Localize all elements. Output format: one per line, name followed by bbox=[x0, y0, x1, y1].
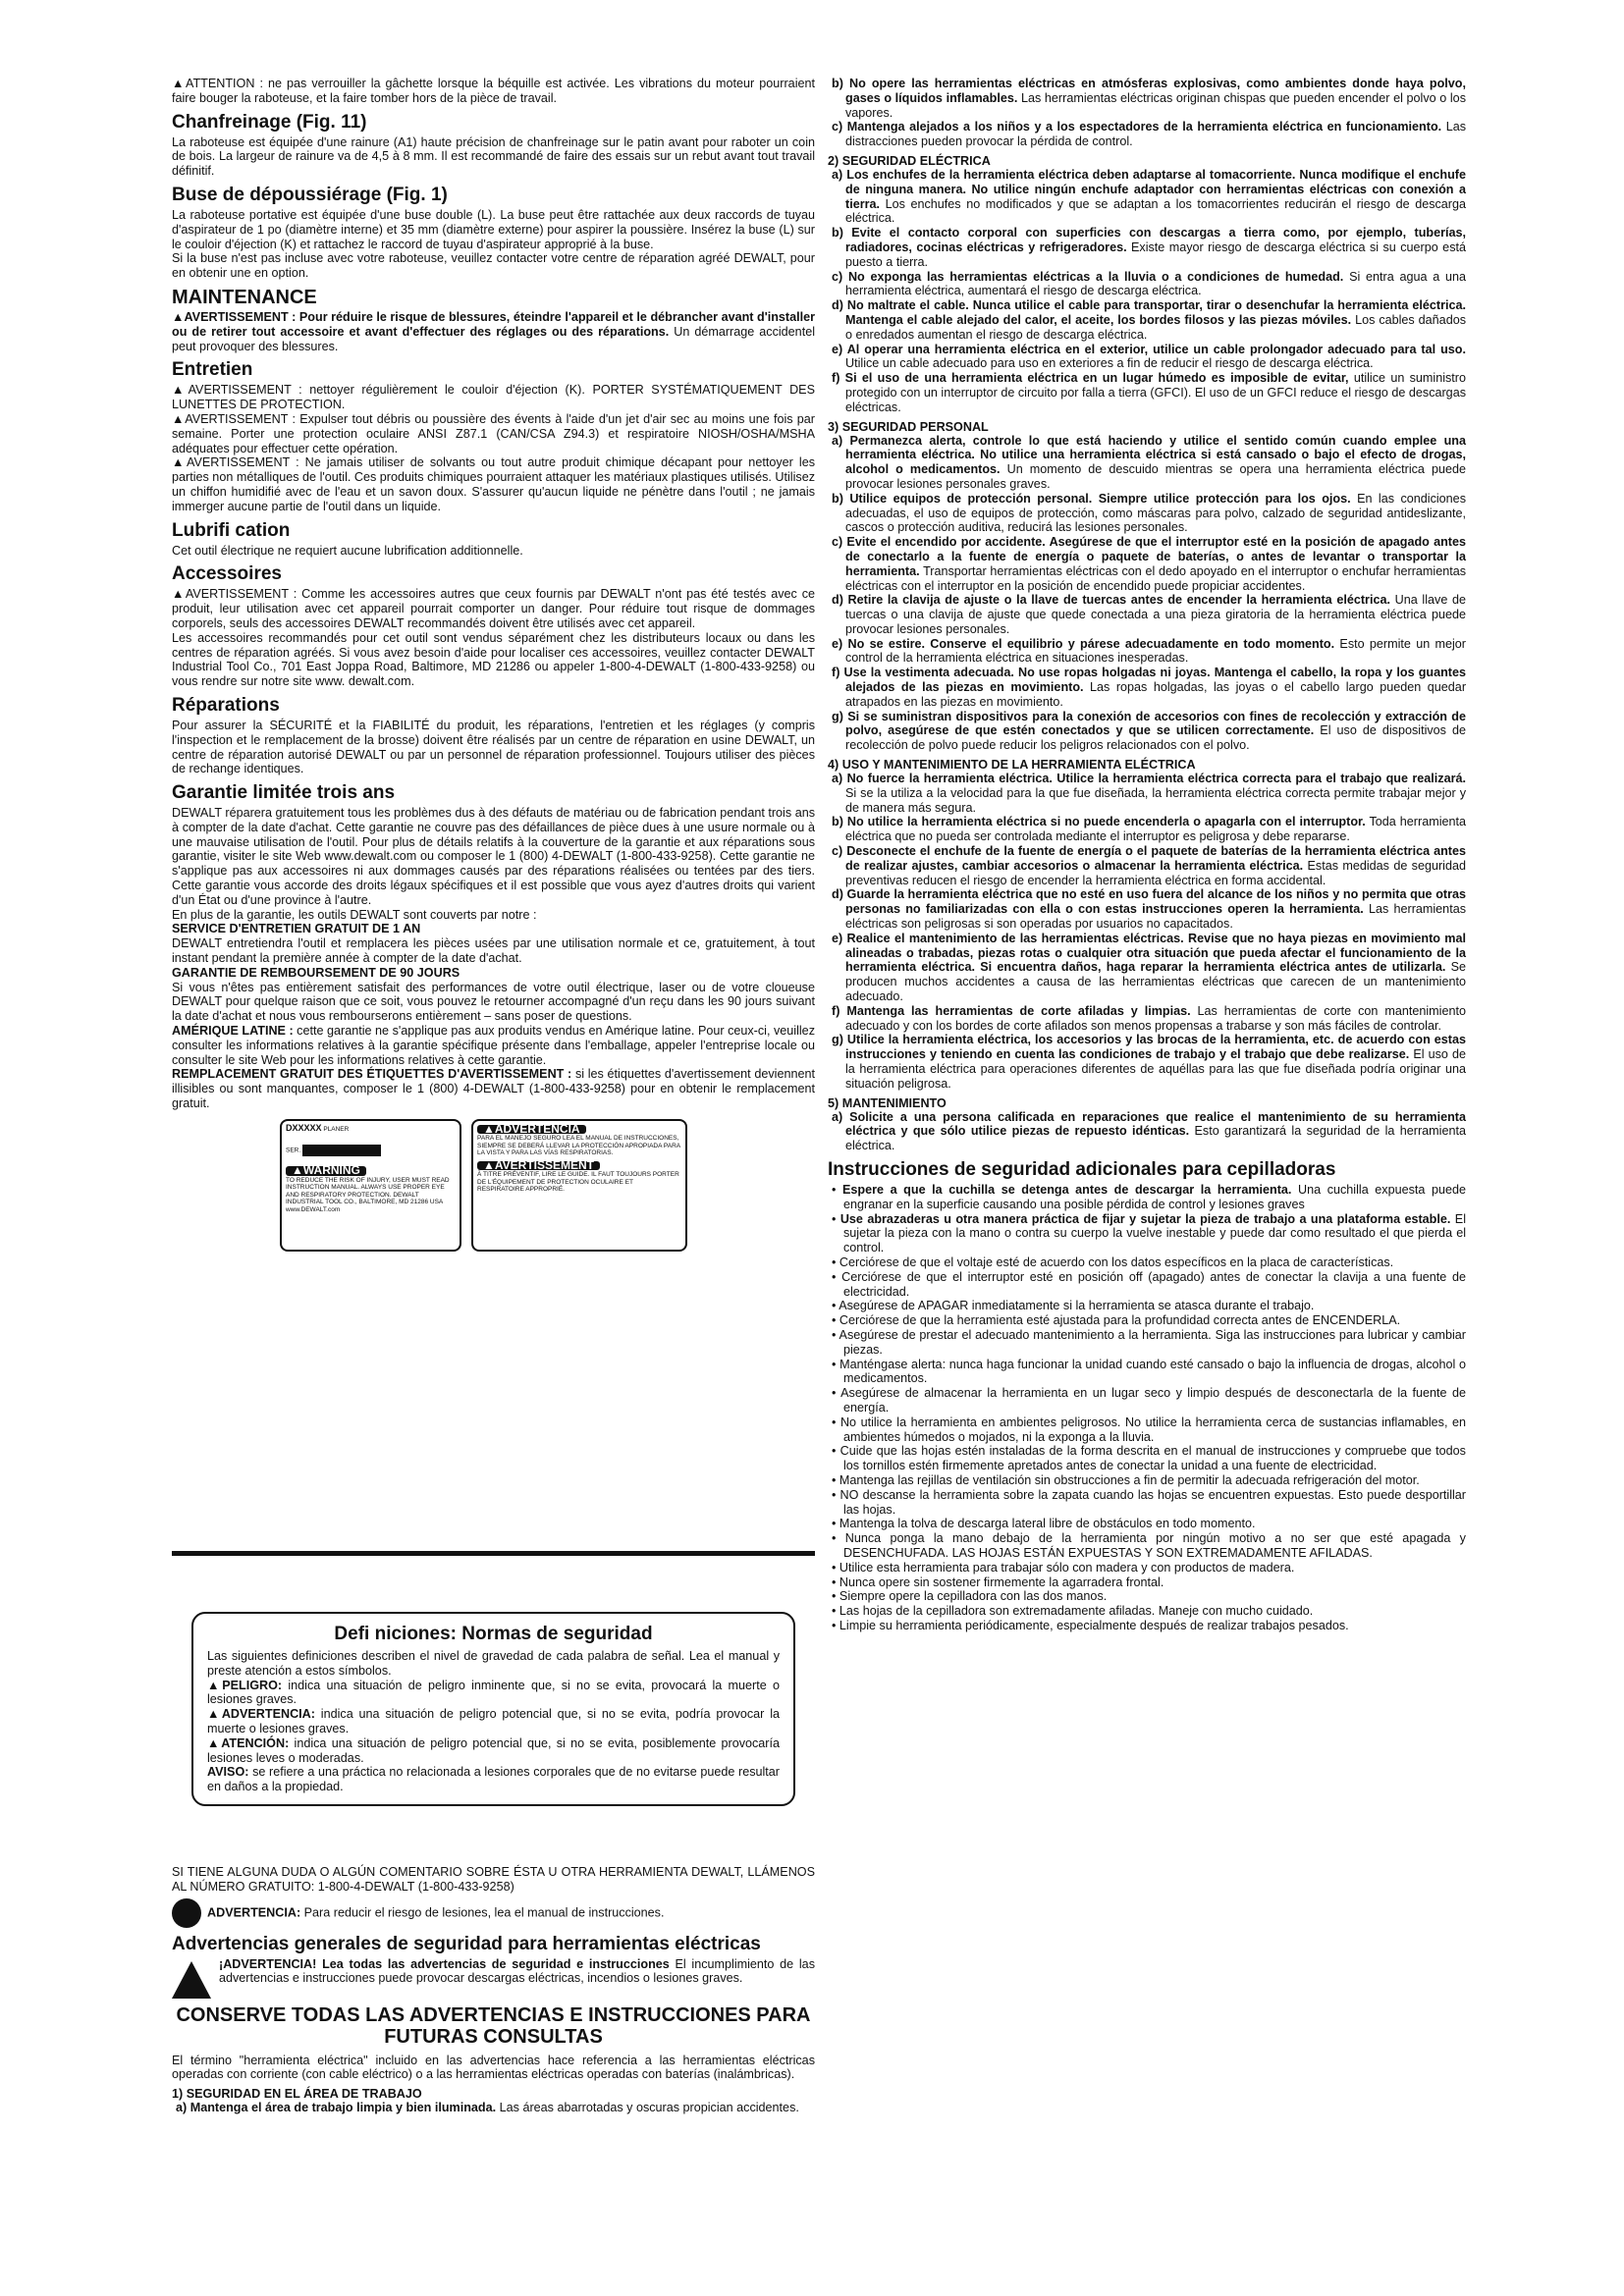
s2e-item: e) Al operar una herramienta eléctrica en el exterior, utilice un cable prolongador adecuado para tal uso. Utilice un cable adecuado para uso en exteriores a fin de reducir el riesgo de descarga eléctrica. bbox=[832, 342, 1466, 371]
serial-barcode bbox=[302, 1145, 381, 1156]
label-warning-english: DXXXXX PLANER SER. ▲WARNING TO REDUCE THE RISK OF INJURY, USER MUST READ INSTRUCTION MANUAL. ALWAYS USE PROPER EYE AND RESPIRATORY PROTECTION. DEWALT INDUSTRIAL TOOL CO., BALTIMORE, MD 21286 USA www.DEWALT.com bbox=[280, 1119, 461, 1252]
bullet-item: • Nunca opere sin sostener firmemente la agarradera frontal. bbox=[832, 1575, 1164, 1589]
heading-reparations: Réparations bbox=[172, 694, 280, 716]
section-divider bbox=[172, 1551, 815, 1556]
def-advertencia: ▲ADVERTENCIA: indica una situación de peligro potencial que, si no se evita, podría provocar la muerte o lesiones graves. bbox=[207, 1707, 781, 1735]
warning-icon: ▲ bbox=[172, 77, 186, 90]
s2f-item: f) Si el uso de una herramienta eléctrica en un lugar húmedo es imposible de evitar, utilice un suministro protegido con un interruptor de circuito por falla a tierra (GFCI). El uso de un GFCI reduce el riesgo de descargas eléctricas. bbox=[832, 371, 1467, 414]
warning-icon: ▲ bbox=[483, 1121, 495, 1136]
termino-paragraph: El término "herramienta eléctrica" incluido en las advertencias hace referencia a las herramientas eléctricas operadas con corriente (con cable eléctrico) o a las herramientas eléctricas operadas con baterías (inalámbricas). bbox=[172, 2053, 815, 2082]
s3a-item: a) Permanezca alerta, controle lo que está haciendo y utilice el sentido común cuando emplee una herramienta eléctrica. No utilice una herramienta eléctrica si está cansado o bajo el efecto de drogas, alcohol o medicamentos. Un momento de descuido mientras se opera una herramienta eléctrica puede provocar lesiones personales graves. bbox=[832, 433, 1466, 491]
bullet-item: • Asegúrese de APAGAR inmediatamente si la herramienta se atasca durante el trabajo. bbox=[832, 1299, 1315, 1313]
warning-icon: ▲ bbox=[172, 383, 189, 398]
bullet-item: • Las hojas de la cepilladora son extremadamente afiladas. Maneje con mucho cuidado. bbox=[832, 1604, 1314, 1619]
entretien-paragraph-2: ▲AVERTISSEMENT : Expulser tout débris ou poussière des évents à l'aide d'un jet d'air sec au moins une fois par semaine. Porter une protection oculaire ANSI Z87.1 (CAN/CSA Z94.3) et respiratoire NIOSH/OSHA/MSHA adéquates pour effectuer cette opération. bbox=[172, 411, 816, 455]
rembours-paragraph: Si vous n'êtes pas entièrement satisfait des performances de votre outil électrique, laser ou de votre cloueuse DEWALT pour quelque raison que ce soit, vous pouvez le retourner accompagné d'un reçu dans les 90 jours suivant la date d'achat et nous vous rembourserons entièrement – sans poser de questions. bbox=[172, 980, 815, 1024]
chanfreinage-paragraph: La raboteuse est équipée d'une rainure (A1) haute précision de chanfreinage sur le patin avant pour raboter un coin de bois. La largeur de rainure va de 4,5 à 8 mm. Il est recommandé de faire des essais sur un rebut avant tout travail définitif. bbox=[172, 134, 815, 179]
buse-paragraph-1: La raboteuse portative est équipée d'une buse double (L). La buse peut être rattachée aux deux raccords de tuyau d'aspirateur de 1 po (diamètre interne) et 35 mm (diamètre externe) pour aspirer la poussière. Insérez la buse (L) sur le couloir d'éjection (K) et rattachez le raccord de tuyau d'aspirateur approprié à la buse. bbox=[172, 207, 815, 251]
s3e-item: e) No se estire. Conserve el equilibrio y párese adecuadamente en todo momento. Esto permite un mejor control de la herramienta eléctrica en situaciones inesperadas. bbox=[832, 636, 1466, 666]
warning-icon: ▲ bbox=[172, 309, 185, 324]
bullet-item: • Nunca ponga la mano debajo de la herramienta por ningún motivo a no ser que esté apagada y DESENCHUFADA. LAS HOJAS ESTÁN EXPUESTAS Y SON EXTREMADAMENTE AFILADAS. bbox=[832, 1531, 1466, 1560]
section-3-heading: 3) SEGURIDAD PERSONAL bbox=[828, 419, 989, 434]
remplacement-paragraph: REMPLACEMENT GRATUIT DES ÉTIQUETTES D'AVERTISSEMENT : si les étiquettes d'avertissement deviennent illisibles ou sont manquantes, composer le 1 (800) 4-DEWALT (1-800-433-9258) pour en obtenir le remplacement gratuit. bbox=[172, 1067, 815, 1111]
heading-accessoires: Accessoires bbox=[172, 563, 282, 585]
s2b-item: b) Evite el contacto corporal con superficies con descargas a tierra como, por ejemplo, tuberías, radiadores, cocinas eléctricas y refrigeradores. Existe mayor riesgo de descarga eléctrica si su cuerpo está puesto a tierra. bbox=[832, 226, 1466, 269]
s4a-item: a) No fuerce la herramienta eléctrica. Utilice la herramienta eléctrica correcta para el trabajo que realizará. Si se la utiliza a la velocidad para la que fue diseñada, la herramienta eléctrica correcta permite trabajar mejor y de manera más segura. bbox=[832, 772, 1466, 815]
s4g-item: g) Utilice la herramienta eléctrica, los accesorios y las brocas de la herramienta, etc. de acuerdo con estas instrucciones y teniendo en cuenta las condiciones de trabajo y el trabajo que debe realizarse. El uso de la herramienta eléctrica para operaciones diferentes de aquéllas para las que fue diseñada podría originar una situación peligrosa. bbox=[832, 1033, 1466, 1091]
s1b-item: b) No opere las herramientas eléctricas en atmósferas explosivas, como ambientes donde haya polvo, gases o líquidos inflamables. Las herramientas eléctricas originan chispas que pueden encender el polvo o los vapores. bbox=[832, 77, 1466, 120]
warning-icon: ▲ bbox=[207, 1707, 222, 1722]
s4c-item: c) Desconecte el enchufe de la fuente de energía o el paquete de baterías de la herramienta eléctrica antes de realizar ajustes, cambiar accesorios o almacenar la herramienta eléctrica. Estas medidas de seguridad preventivas reducen el riesgo de encender la herramienta eléctrica en forma accidental. bbox=[832, 844, 1466, 887]
lower-left-section bbox=[172, 1865, 815, 2115]
s5a-item: a) Solicite a una persona calificada en reparaciones que realice el mantenimiento de su herramienta eléctrica y que sólo utilice piezas de repuesto idénticas. Esto garantizará la seguridad de la herramienta eléctrica. bbox=[832, 1109, 1466, 1153]
garantie-paragraph-1: DEWALT réparera gratuitement tous les problèmes dus à des défauts de matériau ou de fabrication pendant trois ans à compter de la date d'achat. Cette garantie ne couvre pas des défaillances de pièce dues à une usure normale ou à une mauvaise utilisation de l'outil. Pour plus de détails relatifs à la couverture de la garantie et aux réparations sous garantie, visiter le site Web www.dewalt.com ou composer le 1 (800) 4-DEWALT (1-800-433-9258). Cette garantie ne s'applique pas aux accessoires ni aux dommages causés par des réparations réalisées ou tentées par des tiers. Cette garantie vous accorde des droits légaux spécifiques et il est possible que vous ayez d'autres droits qui varient d'un État ou d'une province à l'autre. bbox=[172, 806, 815, 907]
attention-paragraph: ▲ATTENTION : ne pas verrouiller la gâchette lorsque la béquille est activée. Les vibrations du moteur pourraient faire bouger la raboteuse, et la faire tomber hors de la pièce de travail. bbox=[172, 77, 815, 105]
advertencia-lea-block: ¡ADVERTENCIA! Lea todas las advertencias de seguridad e instrucciones El incumplimiento de las advertencias e instrucciones puede provocar descargas eléctricas, incendios o lesiones graves. bbox=[172, 1957, 815, 1999]
bullet-item: • Mantenga las rejillas de ventilación sin obstrucciones a fin de permitir la adecuada refrigeración del motor. bbox=[832, 1472, 1420, 1487]
bullet-item: • NO descanse la herramienta sobre la zapata cuando las hojas se encuentren expuestas. Esto puede desportillar las hojas. bbox=[832, 1487, 1466, 1517]
label-warning-spanish-french: ▲ADVERTENCIA PARA EL MANEJO SEGURO LEA EL MANUAL DE INSTRUCCIONES, SIEMPRE SE DEBERÁ LLEVAR LA PROTECCIÓN APROPIADA PARA LA VISTA Y PARA LAS VÍAS RESPIRATORIAS. ▲AVERTISSEMENT À TITRE PRÉVENTIF, LIRE LE GUIDE. IL FAUT TOUJOURS PORTER DE L'ÉQUIPEMENT DE PROTECTION OCULAIRE ET RESPIRATOIRE APPROPRIÉ. bbox=[471, 1119, 687, 1252]
bullet-item: • No utilice la herramienta en ambientes peligrosos. No utilice la herramienta cerca de sustancias inflamables, en ambientes húmedos o mojados, ni la exponga a la lluvia. bbox=[832, 1415, 1466, 1444]
s1a-item: a) Mantenga el área de trabajo limpia y bien iluminada. Las áreas abarrotadas y oscuras propician accidentes. bbox=[176, 2101, 799, 2115]
rembours-heading: GARANTIE DE REMBOURSEMENT DE 90 JOURS bbox=[172, 965, 460, 980]
heading-maintenance: MAINTENANCE bbox=[172, 286, 317, 308]
entretien-paragraph-3: ▲AVERTISSEMENT : Ne jamais utiliser de solvants ou tout autre produit chimique décapant pour nettoyer les parties non métalliques de l'outil. Ces produits chimiques pourraient attaquer les matériaux plastiques utilisés. Utilisez un chiffon humidifié avec de l'eau et un savon doux. S'assurer qu'aucun liquide ne pénètre dans l'outil ; ne jamais immerger aucune partie de l'outil dans un liquide. bbox=[172, 455, 815, 513]
bullet-item: • Manténgase alerta: nunca haga funcionar la unidad cuando esté cansado o bajo la influencia de drogas, alcohol o medicamentos. bbox=[832, 1357, 1466, 1386]
warning-labels-figure bbox=[172, 1119, 815, 1266]
bullet-item: • Cerciórese de que el interruptor esté en posición off (apagado) antes de conectar la clavija a una fuente de electricidad. bbox=[832, 1269, 1466, 1299]
section-4-heading: 4) USO Y MANTENIMIENTO DE LA HERRAMIENTA ELÉCTRICA bbox=[828, 758, 1196, 773]
s1c-item: c) Mantenga alejados a los niños y a los espectadores de la herramienta eléctrica en funcionamiento. Las distracciones pueden provocar la pérdida de control. bbox=[832, 120, 1466, 149]
garantie-paragraph-2: En plus de la garantie, les outils DEWALT sont couverts par notre : bbox=[172, 907, 537, 922]
heading-advertencias-generales: Advertencias generales de seguridad para herramientas eléctricas bbox=[172, 1933, 761, 1954]
section-2-heading: 2) SEGURIDAD ELÉCTRICA bbox=[828, 153, 991, 168]
bullet-item: • Siempre opere la cepilladora con las dos manos. bbox=[832, 1589, 1108, 1604]
s2d-item: d) No maltrate el cable. Nunca utilice el cable para transportar, tirar o desenchufar la herramienta eléctrica. Mantenga el cable alejado del calor, el aceite, los bordes filosos y las piezas móviles. Los cables dañados o enredados aumentan el riesgo de descarga eléctrica. bbox=[832, 298, 1466, 342]
heading-cepilladoras: Instrucciones de seguridad adicionales para cepilladoras bbox=[828, 1158, 1336, 1180]
warning-icon: ▲ bbox=[172, 455, 188, 470]
entretien-paragraph-1: ▲AVERTISSEMENT : nettoyer régulièrement le couloir d'éjection (K). PORTER SYSTÉMATIQUEMENT DES LUNETTES DE PROTECTION. bbox=[172, 383, 815, 412]
service-paragraph: DEWALT entretiendra l'outil et remplacera les pièces usées par une utilisation normale et ce, gratuitement, à tout instant pendant la première année à compter de la date d'achat. bbox=[172, 936, 815, 966]
warning-triangle-icon bbox=[172, 1961, 211, 1999]
bullet-item: • Mantenga la tolva de descarga lateral libre de obstáculos en todo momento. bbox=[832, 1517, 1256, 1531]
lubrification-paragraph: Cet outil électrique ne requiert aucune lubrification additionnelle. bbox=[172, 543, 523, 558]
duda-paragraph: SI TIENE ALGUNA DUDA O ALGÚN COMENTARIO SOBRE ÉSTA U OTRA HERRAMIENTA DEWALT, LLÁMENOS AL NÚMERO GRATUITO: 1-800-4-DEWALT (1-800-433-9258) bbox=[172, 1865, 815, 1894]
bullet-item: • Use abrazaderas u otra manera práctica de fijar y sujetar la pieza de trabajo a una plataforma estable. El sujetar la pieza con la mano o contra su cuerpo la vuelve inestable y puede dar como resultado el que pierda el control. bbox=[832, 1211, 1466, 1255]
definitions-title: Defi niciones: Normas de seguridad bbox=[334, 1624, 653, 1644]
definitions-box bbox=[191, 1612, 795, 1806]
def-aviso: AVISO: se refiere a una práctica no relacionada a lesiones corporales que de no evitarse puede resultar en daños a la propiedad. bbox=[207, 1765, 780, 1794]
avertissement-tag: ▲AVERTISSEMENT bbox=[477, 1161, 600, 1171]
warning-icon: ▲ bbox=[207, 1678, 223, 1692]
bullet-item: • Limpie su herramienta periódicamente, especialmente después de realizar trabajos pesados. bbox=[832, 1618, 1349, 1632]
buse-paragraph-2: Si la buse n'est pas incluse avec votre raboteuse, veuillez contacter votre centre de réparation agréé DEWALT, pour en obtenir une en option. bbox=[172, 251, 815, 281]
right-column bbox=[828, 77, 1466, 1633]
s3g-item: g) Si se suministran dispositivos para la conexión de accesorios con fines de recolección y extracción de polvo, asegúrese de que estén conectados y que se utilicen correctamente. El uso de dispositivos de recolección de polvo puede reducir los peligros relacionados con el polvo. bbox=[832, 709, 1466, 753]
section-1-heading: 1) SEGURIDAD EN EL ÁREA DE TRABAJO bbox=[172, 2087, 422, 2102]
conserve-heading: CONSERVE TODAS LAS ADVERTENCIAS E INSTRUCCIONES PARA FUTURAS CONSULTAS bbox=[176, 2003, 811, 2048]
s4f-item: f) Mantenga las herramientas de corte afiladas y limpias. Las herramientas de corte con mantenimiento adecuado y con los bordes de corte afilados son menos propensas a trabarse y son más fáciles de controlar. bbox=[832, 1003, 1466, 1033]
heading-entretien: Entretien bbox=[172, 359, 253, 381]
s3d-item: d) Retire la clavija de ajuste o la llave de tuercas antes de encender la herramienta eléctrica. Una llave de tuercas o una clavija de ajuste que quede conectada a una pieza giratoria de la herramienta eléctrica puede provocar lesiones personales. bbox=[832, 593, 1466, 636]
section-5-heading: 5) MANTENIMIENTO bbox=[828, 1095, 947, 1110]
accessoires-paragraph-2: Les accessoires recommandés pour cet outil sont vendus séparément chez les distributeurs locaux ou dans les centres de réparation agréés. Si vous avez besoin d'aide pour localiser ces accessoires, veuillez contacter DEWALT Industrial Tool Co., 701 East Joppa Road, Baltimore, MD 21286 ou appeler 1-800-4-DEWALT (1-800-433-9258) ou vous rendre sur notre site www. dewalt.com. bbox=[172, 630, 815, 689]
heading-chanfreinage: Chanfreinage (Fig. 11) bbox=[172, 111, 367, 133]
warning-icon: ▲ bbox=[292, 1163, 303, 1178]
s4e-item: e) Realice el mantenimiento de las herramientas eléctricas. Revise que no haya piezas en movimiento mal alineadas o trabadas, piezas rotas o cualquier otra situación que pueda afectar el funcionamiento de la herramienta eléctrica. Si encuentra daños, haga reparar la herramienta eléctrica antes de utilizarla. Se producen muchos accidentes a causa de las herramientas eléctricas que carecen de un mantenimiento adecuado. bbox=[832, 931, 1467, 1004]
s3f-item: f) Use la vestimenta adecuada. No use ropas holgadas ni joyas. Mantenga el cabello, la ropa y los guantes alejados de las piezas en movimiento. Las ropas holgadas, las joyas o el cabello largo pueden quedar atrapados en las piezas en movimiento. bbox=[832, 666, 1467, 709]
advertencia-tag: ▲ADVERTENCIA bbox=[477, 1125, 586, 1135]
bullet-item: • Asegúrese de almacenar la herramienta en un lugar seco y limpio después de desconectarla de la fuente de energía. bbox=[832, 1386, 1466, 1415]
definitions-intro: Las siguientes definiciones describen el nivel de gravedad de cada palabra de señal. Lea el manual y preste atención a estos símbolos. bbox=[207, 1649, 780, 1678]
def-atencion: ▲ATENCIÓN: indica una situación de peligro potencial que, si no se evita, posiblemente provocaría lesiones leves o moderadas. bbox=[207, 1735, 780, 1765]
amerique-paragraph: AMÉRIQUE LATINE : cette garantie ne s'applique pas aux produits vendus en Amérique latine. Pour ceux-ci, veuillez consulter les informations relatives à la garantie spécifique présente dans l'emballage, appeler l'entreprise locale ou consulter le site Web pour les informations relatives à cette garantie. bbox=[172, 1024, 815, 1067]
bullet-item: • Cerciórese de que la herramienta esté ajustada para la profundidad correcta antes de ENCENDERLA. bbox=[832, 1313, 1401, 1328]
s3b-item: b) Utilice equipos de protección personal. Siempre utilice protección para los ojos. En las condiciones adecuadas, el uso de equipos de protección, como máscaras para polvo, calzado de seguridad antideslizante, cascos o protección auditiva, reducirá las lesiones personales. bbox=[832, 491, 1466, 535]
bullet-item: • Utilice esta herramienta para trabajar sólo con madera y con productos de madera. bbox=[832, 1560, 1295, 1575]
left-column bbox=[172, 77, 815, 1266]
service-heading: SERVICE D'ENTRETIEN GRATUIT DE 1 AN bbox=[172, 922, 421, 936]
bullet-item: • Cuide que las hojas estén instaladas de la forma descrita en el manual de instrucciones y compruebe que todos los tornillos estén firmemente apretados antes de conectar la unidad a una fuente de electricidad. bbox=[832, 1444, 1466, 1473]
s2c-item: c) No exponga las herramientas eléctricas a la lluvia o a condiciones de humedad. Si entra agua a una herramienta eléctrica, aumentará el riesgo de descarga eléctrica. bbox=[832, 269, 1467, 298]
read-manual-icon bbox=[172, 1898, 201, 1928]
warning-tag: ▲WARNING bbox=[286, 1166, 366, 1176]
s4b-item: b) No utilice la herramienta eléctrica si no puede encenderla o apagarla con el interruptor. Toda herramienta eléctrica que no pueda ser controlada mediante el interruptor es peligrosa y debe repararse. bbox=[832, 815, 1467, 844]
maintenance-paragraph: ▲AVERTISSEMENT : Pour réduire le risque de blessures, éteindre l'appareil et le débrancher avant d'installer ou de retirer tout accessoire et avant d'effectuer des réglages ou des réparations. Un démarrage accidentel peut provoquer des blessures. bbox=[172, 309, 816, 353]
reparations-paragraph: Pour assurer la SÉCURITÉ et la FIABILITÉ du produit, les réparations, l'entretien et les réglages (y compris l'inspection et le remplacement de la brosse) doivent être réalisés par un centre de réparation en usine DEWALT, un centre de réparation autorisé DEWALT ou par un personnel de réparation professionnel. Toujours utiliser des pièces de rechange identiques. bbox=[172, 718, 815, 776]
bullet-item: • Espere a que la cuchilla se detenga antes de descargar la herramienta. Una cuchilla expuesta puede engranar en la superficie causando una posible pérdida de control y lesiones graves bbox=[832, 1182, 1466, 1211]
adv-manual-paragraph: ADVERTENCIA: Para reducir el riesgo de lesiones, lea el manual de instrucciones. bbox=[172, 1898, 815, 1928]
warning-icon: ▲ bbox=[483, 1157, 495, 1172]
warning-icon: ▲ bbox=[172, 411, 186, 426]
s4d-item: d) Guarde la herramienta eléctrica que no esté en uso fuera del alcance de los niños y no permita que otras personas no familiarizadas con ella o con estas instrucciones operen la herramienta. Las herramientas eléctricas son peligrosas si son operadas por usuarios no capacitados. bbox=[832, 887, 1466, 932]
heading-lubrification: Lubrifi cation bbox=[172, 519, 291, 541]
heading-buse: Buse de dépoussiérage (Fig. 1) bbox=[172, 184, 448, 205]
def-peligro: ▲PELIGRO: indica una situación de peligro inminente que, si no se evita, provocará la muerte o lesiones graves. bbox=[207, 1678, 781, 1707]
bullet-item: • Cerciórese de que el voltaje esté de acuerdo con los datos específicos en la placa de características. bbox=[832, 1255, 1394, 1269]
warning-icon: ▲ bbox=[207, 1735, 222, 1750]
s2a-item: a) Los enchufes de la herramienta eléctrica deben adaptarse al tomacorriente. Nunca modifique el enchufe de ninguna manera. No utilice ningún enchufe adaptador con herramientas eléctricas con conexión a tierra. Los enchufes no modificados y que se adaptan a los tomacorrientes reducirán el riesgo de descarga eléctrica. bbox=[832, 167, 1466, 226]
s3c-item: c) Evite el encendido por accidente. Asegúrese de que el interruptor esté en la posición de apagado antes de conectarlo a la fuente de energía o paquete de baterías, o antes de levantar o transportar la herramienta. Transportar herramientas eléctricas con el dedo apoyado en el interruptor o enchufar herramientas eléctricas con el interruptor en la posición de encendido puede propiciar accidentes. bbox=[832, 535, 1466, 593]
accessoires-paragraph-1: ▲AVERTISSEMENT : Comme les accessoires autres que ceux fournis par DEWALT n'ont pas été testés avec ce produit, leur utilisation avec cet appareil pourrait comporter un danger. Pour réduire tout risque de dommages corporels, seuls des accessoires DEWALT recommandés doivent être utilisés avec cet appareil. bbox=[172, 587, 815, 630]
bullet-item: • Asegúrese de prestar el adecuado mantenimiento a la herramienta. Siga las instrucciones para lubricar y cambiar piezas. bbox=[832, 1327, 1466, 1357]
warning-icon: ▲ bbox=[172, 587, 186, 602]
heading-garantie: Garantie limitée trois ans bbox=[172, 782, 396, 804]
